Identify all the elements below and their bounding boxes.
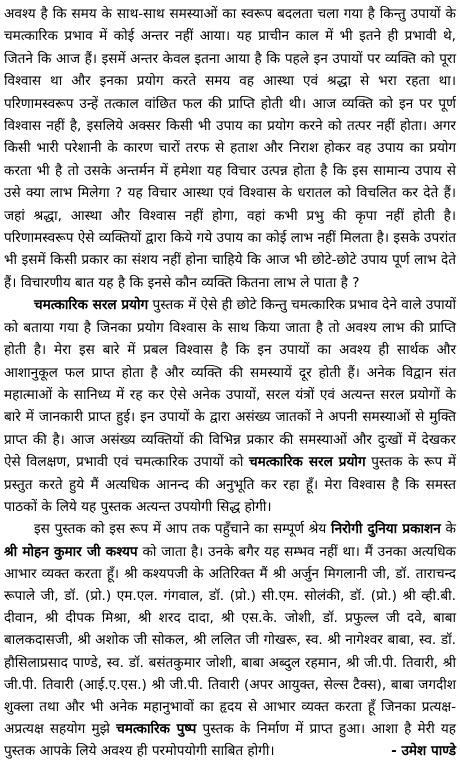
paragraph-2 [4,294,456,518]
bold-phrase: श्री मोहन कुमार जी कश्यप [4,543,138,560]
bold-phrase: चमत्कारिक पुष्प [116,721,197,738]
text-run: पुस्तक में ऐसे ही छोटे किन्तु चमत्कारिक प्रभाव देने वाले उपायों को बताया गया है जिनका प्रयोग विश्वास के साथ किया जाता है तो अवश्य लाभ की प्राप्ति होती है। मेरा इस बारे में प्रबल विश्वास है कि इन उपायों का अवश्य ही सार्थक और आशानुकूल फल प्राप्त होता है और व्यक्ति की समस्यायें दूर होती हैं। अनेक विद्वान संत महात्माओं के सानिध्य में रह कर ऐसे अनेक उपायों, सरल यंत्रों एवं अत्यन्त सरल प्रयोगों के बारे में जानकारी प्राप्त हुई। इन उपायों के द्वारा असंख्य जातकों ने अपनी समस्याओं से मुक्ति प्राप्त की है। आज असंख्य व्यक्तियों की विभिन्न प्रकार की समस्याओं और दुःखों में देखकर ऐसे विलक्षण, प्रभावी एवं चमत्कारिक उपायों को [4,297,456,471]
text-run: इस पुस्तक को इस रूप में आप तक पहुँचाने का सम्पूर्ण श्रेय [34,521,332,538]
paragraph-3 [4,518,456,762]
bold-phrase: चमत्कारिक सरल प्रयोग [248,454,366,471]
document-body [4,3,456,763]
text-run: पुस्तक के रूप में प्रस्तुत करते हुये मैं अत्यधिक आनन्द की अनुभूति कर रहा हूँ। मेरा विश्वास है कि समस्त पाठकों के लिये यह पुस्तक अत्यन्त उपयोगी सिद्ध होगी। [4,454,456,515]
bold-phrase: चमत्कारिक सरल प्रयोग [34,297,149,314]
text-run: पुस्तक के निर्माण में प्राप्त हुआ। आशा है मेरी यह पुस्तक आपके लिये अवश्य ही परमोपयोगी साबित होगी। [4,721,457,760]
text-run: के [440,521,456,538]
text-run: अवश्य है कि समय के साथ-साथ समस्याओं का स्वरूप बदलता चला गया है किन्तु उपायों के चमत्कारिक प्रभाव में कोई अन्तर नहीं आया। यह प्राचीन काल में भी इतने ही प्रभावी थे, जितने कि आज हैं। इसमें अन्तर केवल इतना आया है कि पहले इन उपायों पर व्यक्ति को पूरा विश्वास था और इनका प्रयोग करते समय वह आस्था एवं श्रद्धा से भरा रहता था। परिणामस्वरूप उन्हें तत्काल वांछित फल की प्राप्ति होती थी। आज व्यक्ति को इन पर पूर्ण विश्वास नहीं है, इसलिये अक्सर किसी भी उपाय का प्रयोग करने को तत्पर नहीं होता। अगर किसी भारी परेशानी के कारण चारों तरफ से हताश और निराश होकर वह उपाय का प्रयोग करता भी है तो उसके अन्तर्मन में हमेशा यह विचार उत्पन्न होता है कि इस सामान्य उपाय से उसे क्या लाभ मिलेगा ? यह विचार आस्था एवं विश्वास के धरातल को विचलित कर देते हैं। जहां श्रद्धा, आस्था और विश्वास नहीं होगा, वहां कभी प्रभु की कृपा नहीं होती है। परिणामस्वरूप ऐसे व्यक्तियों द्वारा किये गये उपाय का कोई लाभ नहीं मिलता है। इसके उपरांत भी इसमें किसी प्रकार का संशय नहीं होना चाहिये कि आज भी छोटे-छोटे उपाय पूर्ण लाभ देते हैं। विचारणीय बात यह है कि इनसे कौन व्यक्ति कितना लाभ ले पाता है ? [4,6,456,291]
paragraph-1 [4,3,456,294]
bold-phrase: निरोगी दुनिया प्रकाशन [331,521,441,538]
text-run: को जाता है। उनके बगैर यह सम्भव नहीं था। मैं उनका अत्यधिक आभार व्यक्त करता हूँ। श्री कश्यपजी के अतिरिक्त मैं श्री अर्जुन मिगलानी जी, डॉ. ताराचन्द रूपाले जी, डॉ. (प्रो.) एम.एल. गंगवाल, डॉ. (प्रो.) सी.एम. सोलंकी, डॉ. (प्रो.) श्री व्ही.बी. दीवान, श्री दीपक मिश्रा, श्री शरद दादा, श्री एस.के. जोशी, डॉ. प्रफुल्ल जी दवे, बाबा बालकदासजी, श्री अशोक जी सोकल, श्री ललित जी गोखरू, स्व. श्री नागेश्वर बाबा, स्व. डॉ. हौसिलाप्रसाद पाण्डे, स्व. डॉ. बसंतकुमार जोशी, बाबा अब्दुल रहमान, श्री जी.पी. तिवारी, श्री जी.पी. तिवारी (आई.ए.एस.) श्री जी.पी. तिवारी (अपर आयुक्त, सेल्स टैक्स), बाबा जगदीश शुक्ला तथा और भी अनेक महानुभावों का हृदय से आभार व्यक्त करता हूँ जिनका प्रत्यक्ष-अप्रत्यक्ष सहयोग मुझे [4,543,456,738]
author-signature: - उमेश पाण्डे [391,743,456,760]
